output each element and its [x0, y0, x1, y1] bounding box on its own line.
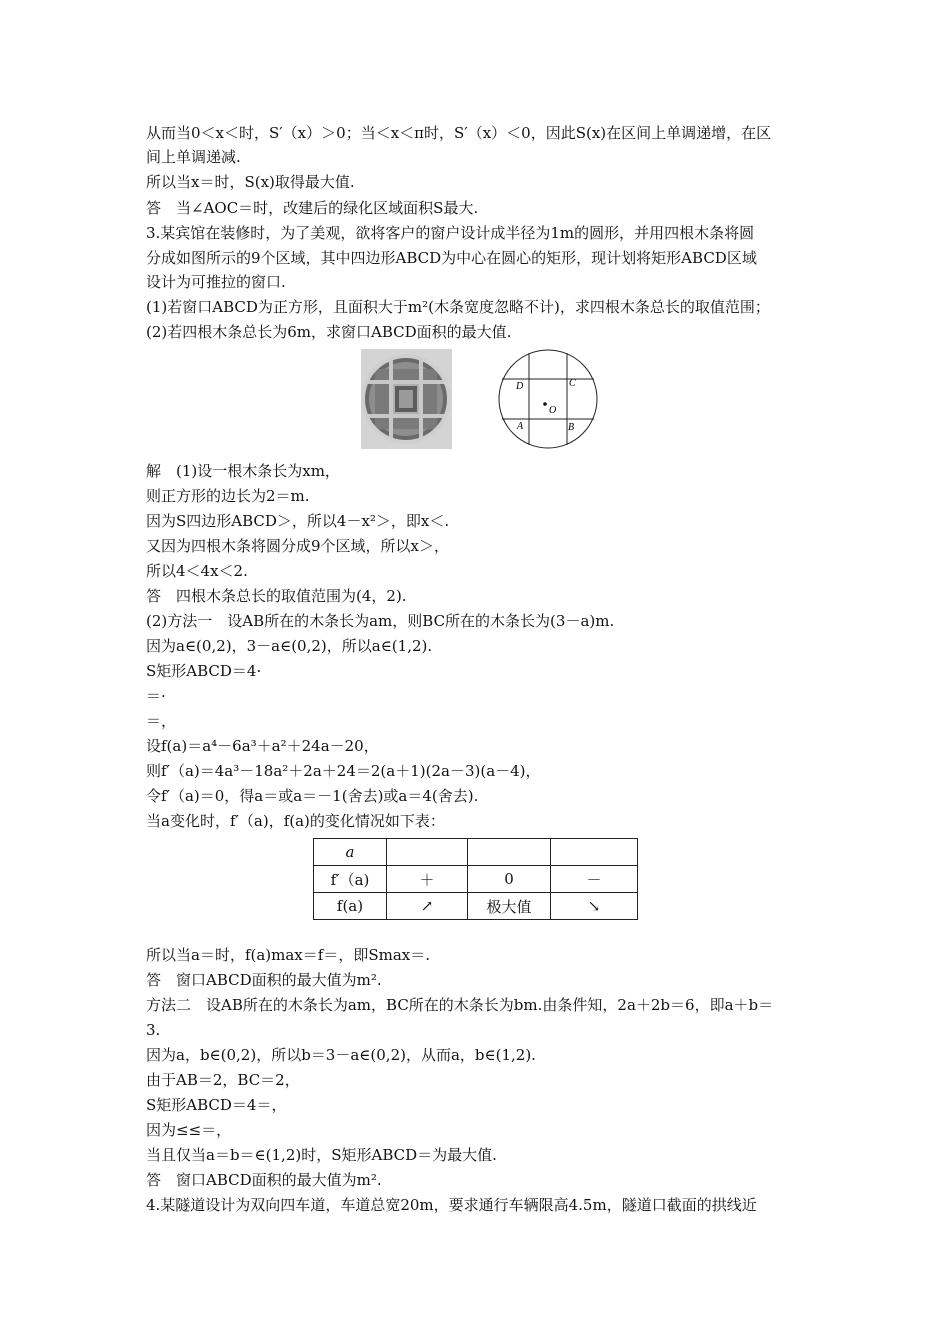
label-d: D: [516, 381, 524, 392]
table-cell: 0: [468, 866, 551, 893]
text-line: S矩形ABCD＝4·: [146, 662, 262, 680]
label-o: O: [549, 405, 557, 416]
problem-3-line: 3.某宾馆在装修时，为了美观，欲将客户的窗户设计成半径为1m的圆形，并用四根木条将圆: [146, 224, 755, 242]
text-line: 设计为可推拉的窗口.: [146, 273, 286, 291]
text-line: 所以当a＝时，f(a)max＝f＝，即Smax＝.: [146, 946, 430, 964]
text-line: 分成如图所示的9个区域，其中四边形ABCD为中心在圆心的矩形，现计划将矩形ABCD区域: [146, 249, 757, 267]
label-b: B: [568, 422, 575, 433]
table-cell: [387, 839, 468, 866]
table-cell: f′（a): [314, 866, 387, 893]
table-cell: ＋: [387, 866, 468, 893]
table-cell: [468, 839, 551, 866]
text-line: 间上单调递减.: [146, 148, 241, 166]
table-cell: ↗: [387, 893, 468, 920]
text-line: 方法二 设AB所在的木条长为am，BC所在的木条长为bm.由条件知，2a＋2b＝6，即a＋b＝: [146, 996, 774, 1014]
text-line: 解 (1)设一根木条长为xm，: [146, 462, 340, 480]
text-line: (2)方法一 设AB所在的木条长为am，则BC所在的木条长为(3－a)m.: [146, 612, 615, 630]
text-line: 答 窗口ABCD面积的最大值为m².: [146, 1171, 382, 1189]
text-line: 又因为四根木条将圆分成9个区域，所以x＞，: [146, 537, 450, 555]
table-cell: f(a): [314, 893, 387, 920]
label-c: C: [569, 378, 576, 389]
table-cell: a: [314, 839, 387, 866]
label-a: A: [517, 421, 524, 432]
problem-4-line: 4.某隧道设计为双向四车道，车道总宽20m，要求通行车辆限高4.5m，隧道口截面的拱线近: [146, 1196, 757, 1214]
text-line: 因为S四边形ABCD＞，所以4－x²＞，即x＜.: [146, 512, 450, 530]
table-row: [314, 839, 638, 866]
text-line: (1)若窗口ABCD为正方形，且面积大于m²(木条宽度忽略不计)，求四根木条总长的取值范围；: [146, 298, 770, 316]
text-line: 所以4＜4x＜2.: [146, 562, 248, 580]
text-line: 答 当∠AOC＝时，改建后的绿化区域面积S最大.: [146, 199, 479, 217]
window-photo: [361, 349, 452, 449]
text-line: 因为≤≤＝，: [146, 1121, 232, 1139]
table-cell: ↘: [551, 893, 638, 920]
text-line: S矩形ABCD＝4＝，: [146, 1096, 287, 1114]
text-line: 当a变化时，f′（a)，f(a)的变化情况如下表：: [146, 812, 445, 830]
text-line: 答 窗口ABCD面积的最大值为m².: [146, 971, 382, 989]
table-cell: 极大值: [468, 893, 551, 920]
table-cell: [551, 839, 638, 866]
table-row: [314, 893, 638, 920]
circle-diagram: [498, 349, 598, 449]
text-line: 由于AB＝2，BC＝2，: [146, 1071, 300, 1089]
text-line: 因为a，b∈(0,2)，所以b＝3－a∈(0,2)，从而a，b∈(1,2).: [146, 1046, 536, 1064]
text-line: ＝，: [146, 712, 177, 730]
text-line: 则f′（a)＝4a³－18a²＋2a＋24＝2(a＋1)(2a－3)(a－4)，: [146, 762, 541, 780]
text-line: 则正方形的边长为2＝m.: [146, 487, 310, 505]
text-line: 当且仅当a＝b＝∈(1,2)时，S矩形ABCD＝为最大值.: [146, 1146, 497, 1164]
text-line: ＝·: [146, 687, 166, 705]
text-line: 因为a∈(0,2)，3－a∈(0,2)，所以a∈(1,2).: [146, 637, 433, 655]
text-line: 从而当0＜x＜时，S′（x）＞0；当＜x＜π时，S′（x）＜0，因此S(x)在区间上单调递增，在区: [146, 124, 772, 142]
text-line: 令f′（a)＝0，得a＝或a＝－1(舍去)或a＝4(舍去).: [146, 787, 479, 805]
text-line: 答 四根木条总长的取值范围为(4，2).: [146, 587, 407, 605]
table-cell: －: [551, 866, 638, 893]
text-line: (2)若四根木条总长为6m，求窗口ABCD面积的最大值.: [146, 323, 512, 341]
text-line: 3.: [146, 1021, 161, 1039]
text-line: 设f(a)＝a⁴－6a³＋a²＋24a－20，: [146, 737, 379, 755]
table-row: [314, 866, 638, 893]
text-line: 所以当x＝时，S(x)取得最大值.: [146, 173, 355, 191]
variation-table: [313, 838, 638, 920]
